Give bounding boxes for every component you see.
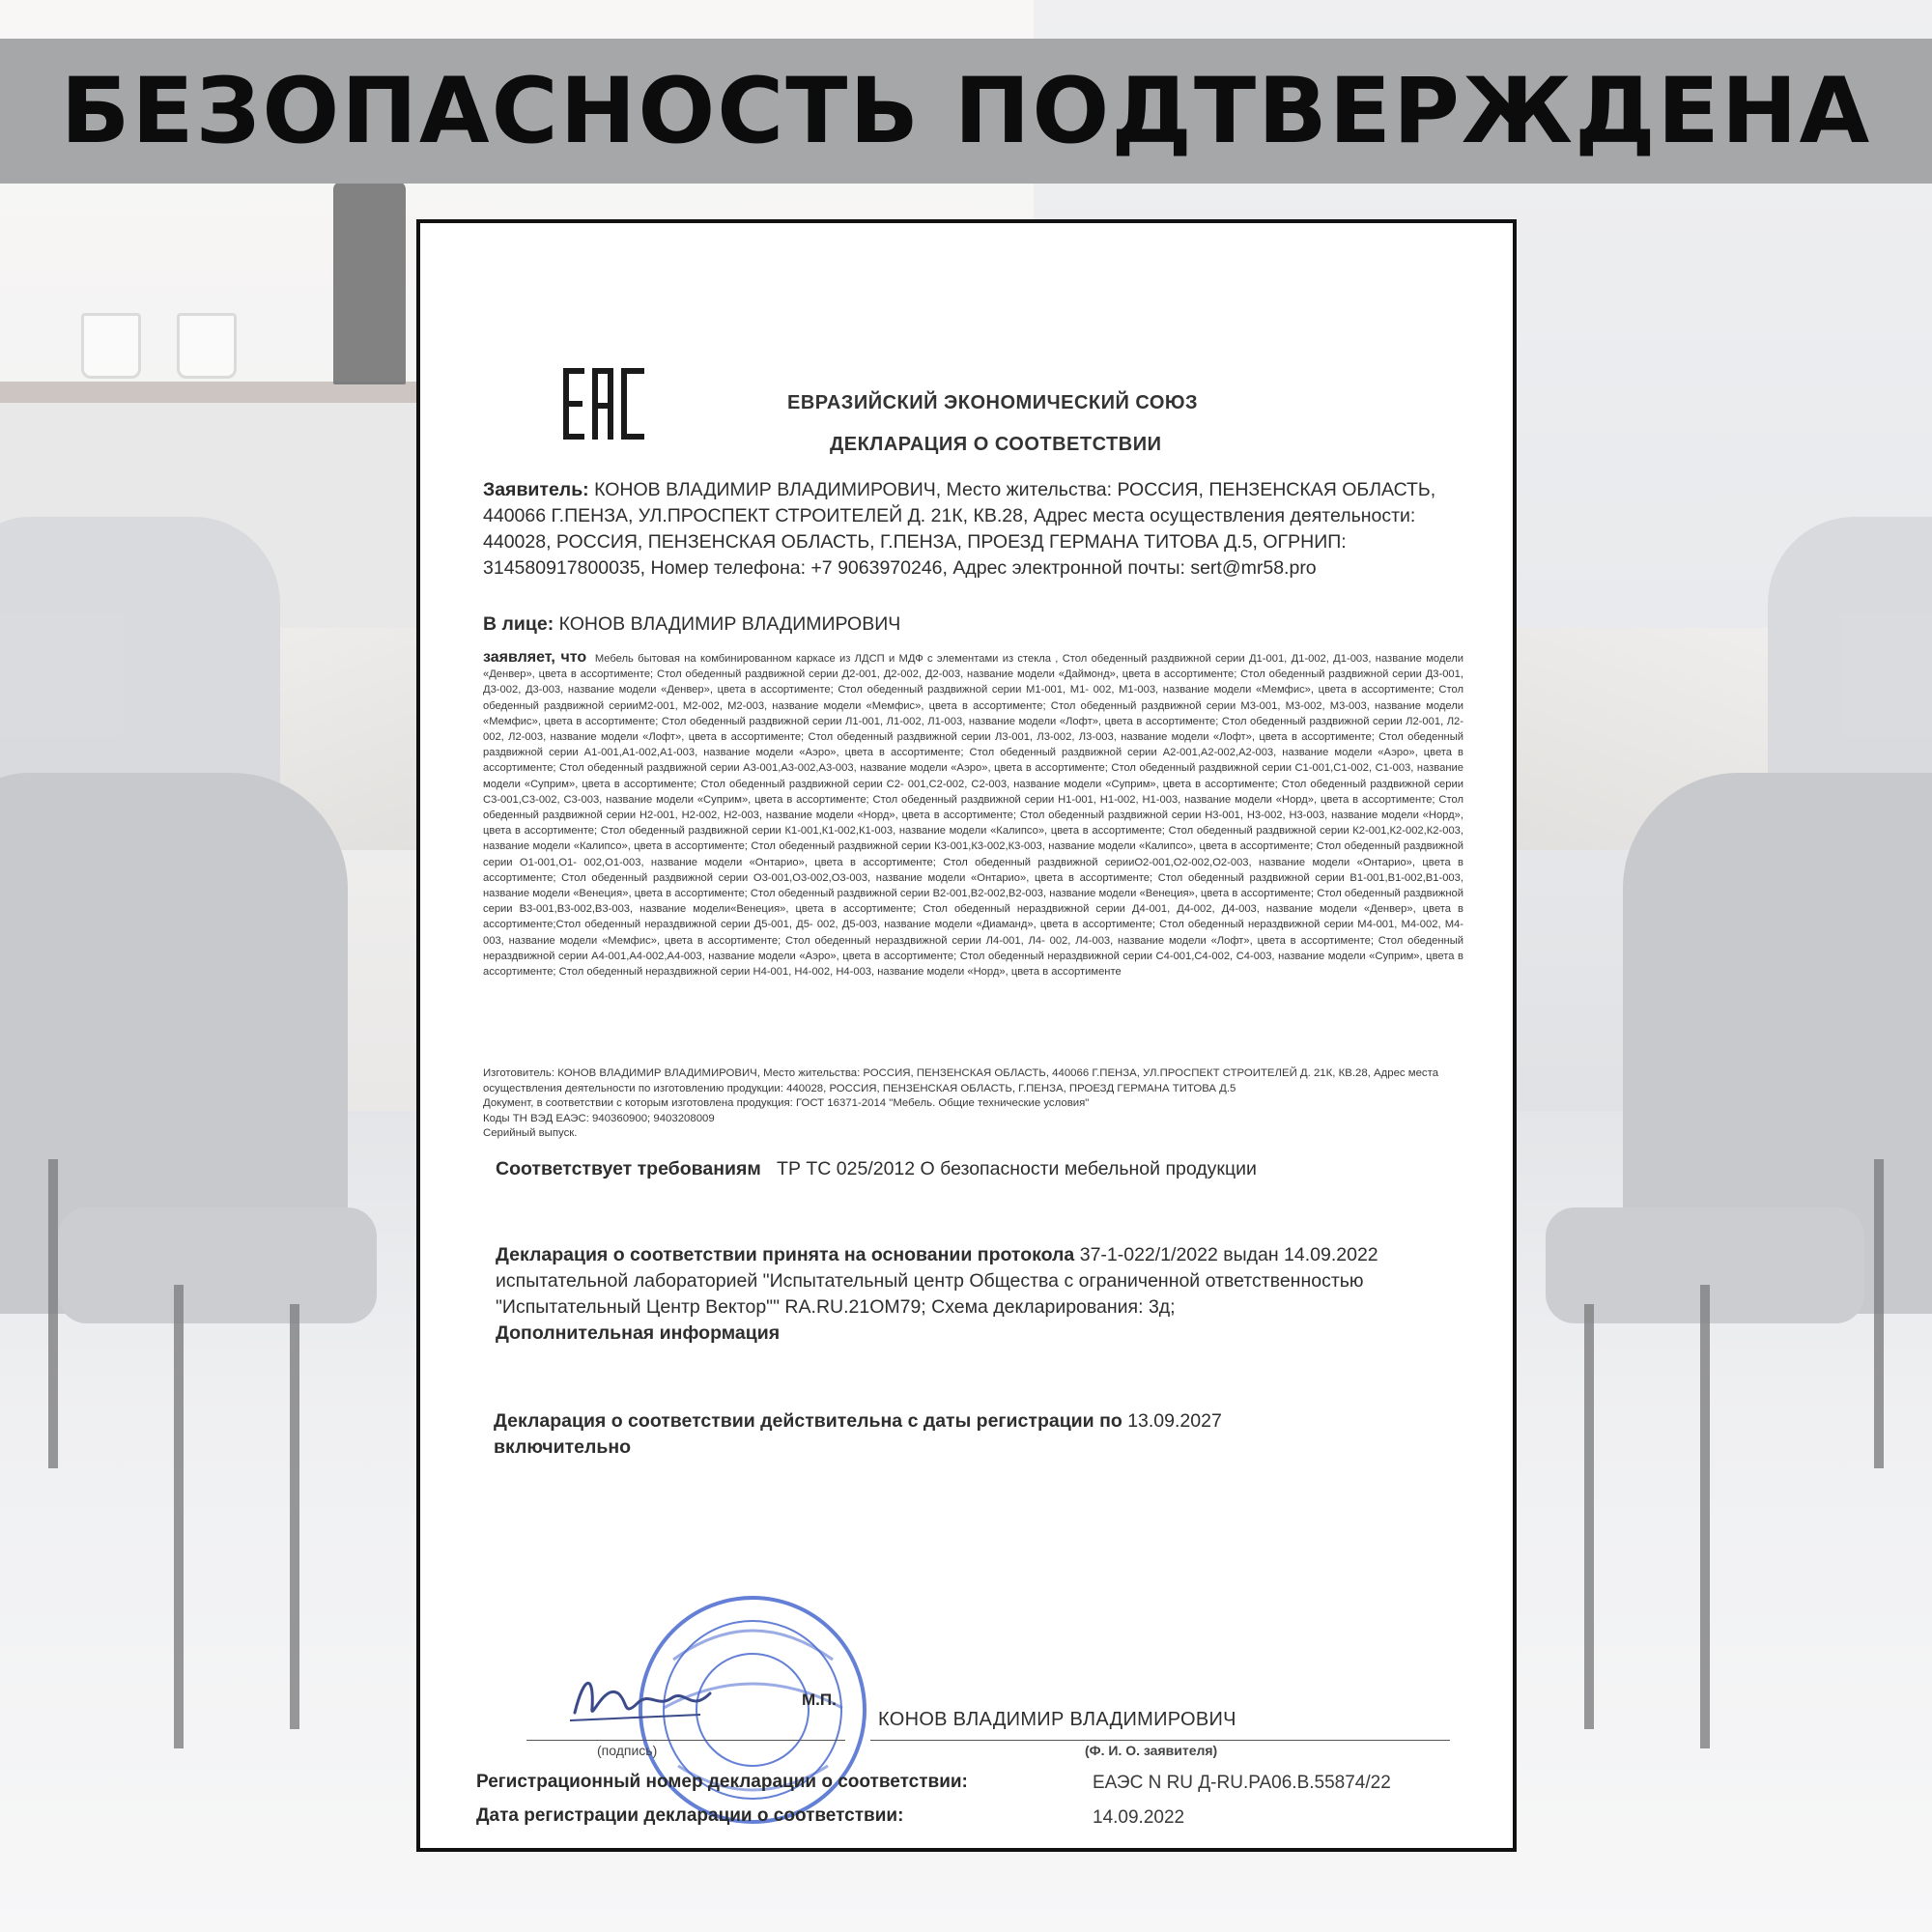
name-caption: (Ф. И. О. заявителя): [1085, 1743, 1218, 1758]
union-heading: ЕВРАЗИЙСКИЙ ЭКОНОМИЧЕСКИЙ СОЮЗ: [787, 392, 1199, 413]
serial-text: Серийный выпуск.: [483, 1127, 578, 1140]
conforms-line: [496, 1158, 1257, 1180]
conforms-text: ТР ТС 025/2012 О безопасности мебельной продукции: [777, 1158, 1257, 1179]
validity-date: 13.09.2027: [1127, 1410, 1222, 1432]
person-line: [483, 613, 900, 636]
declares-label: заявляет, что: [483, 649, 587, 666]
mp-label: М.П.: [802, 1690, 837, 1709]
applicant-name: КОНОВ ВЛАДИМИР ВЛАДИМИРОВИЧ: [878, 1709, 1236, 1730]
manufacturer-text: Изготовитель: КОНОВ ВЛАДИМИР ВЛАДИМИРОВИЧ, Место жительства: РОССИЯ, ПЕНЗЕНСКАЯ ОБЛАСТЬ, 440066 Г.ПЕНЗА, УЛ.ПРОСПЕКТ СТРОИТЕЛЕЙ Д. 21К, КВ.28, Адрес места осуществления деятельности по изготовлению продукции: 440028, РОССИЯ, ПЕНЗЕНСКАЯ ОБЛАСТЬ, Г.ПЕНЗА, ПРОЕЗД ГЕРМАНА ТИТОВА Д.5: [483, 1067, 1439, 1094]
eac-logo-icon: [561, 366, 648, 441]
protocol-label: Декларация о соответствии принята на основании протокола: [496, 1244, 1075, 1265]
validity-suffix: включительно: [494, 1436, 632, 1458]
manufacturer-block: [483, 1066, 1463, 1142]
protocol-paragraph: [496, 1242, 1442, 1321]
declaration-document: [416, 219, 1517, 1852]
handwritten-signature: [565, 1664, 720, 1732]
reg-number-value: ЕАЭС N RU Д-RU.PA06.B.55874/22: [1093, 1773, 1391, 1793]
validity-paragraph: [494, 1408, 1363, 1461]
name-line: [870, 1740, 1450, 1741]
protocol-text: 37-1-022/1/2022 выдан 14.09.2022 испытательной лабораторией "Испытательный центр Общества с ограниченной ответственностью "Испытательный Центр Вектор"" RA.RU.21ОМ79; Схема декларирования: 3д;: [496, 1244, 1378, 1318]
additional-info-label: Дополнительная информация: [496, 1322, 781, 1344]
reg-date-value: 14.09.2022: [1093, 1807, 1185, 1828]
codes-text: Коды ТН ВЭД ЕАЭС: 940360900; 9403208009: [483, 1112, 715, 1124]
validity-label: Декларация о соответствии действительна с даты регистрации по: [494, 1410, 1122, 1432]
applicant-text: КОНОВ ВЛАДИМИР ВЛАДИМИРОВИЧ, Место жительства: РОССИЯ, ПЕНЗЕНСКАЯ ОБЛАСТЬ, 440066 Г.ПЕНЗА, УЛ.ПРОСПЕКТ СТРОИТЕЛЕЙ Д. 21К, КВ.28, Адрес места осуществления деятельности: 440028, РОССИЯ, ПЕНЗЕНСКАЯ ОБЛАСТЬ, Г.ПЕНЗА, ПРОЕЗД ГЕРМАНА ТИТОВА Д.5, ОГРНИП: 314580917800035, Номер телефона: +7 9063970246, Адрес электронной почты: sert@mr58.pro: [483, 479, 1436, 579]
declares-text: Мебель бытовая на комбинированном каркасе из ЛДСП и МДФ с элементами из стекла , Стол обеденный раздвижной серии Д1-001, Д1-002, Д1-003, название модели «Денвер», цвета в ассортименте; Стол обеденный раздвижной серии Д2-001, Д2-002, Д2-003, название модели «Даймонд», цвета в ассортименте; Стол обеденный раздвижной серии Д3-001, Д3-002, Д3-003, название модели «Денвер», цвета в ассортименте; Стол обеденный раздвижной серии М1-001, М1- 002, М1-003, название модели «Мемфис», цвета в ассортименте; Стол обеденный раздвижной серииМ2-001, М2-002, М2-003, название модели «Мемфис», цвета в ассортименте; Стол обеденный раздвижной серии М3-001, М3-002, М3-003, название модели «Мемфис», цвета в ассортименте; Стол обеденный раздвижной серии Л1-001, Л1-002, Л1-003, название модели «Лофт», цвета в ассортименте; Стол обеденный раздвижной серии Л2-001, Л2-002, Л2-003, название модели «Лофт», цвета в ассортименте; Стол обеденный раздвижной серии Л3-001, Л3-002, Л3-003, название модели «Лофт», цвета в ассортименте; Стол обеденный раздвижной серии А1-001,А1-002,А1-003, название модели «Аэро», цвета в ассортименте; Стол обеденный раздвижной серии А2-001,А2-002,А2-003, название модели «Аэро», цвета в ассортименте; Стол обеденный раздвижной серии А3-001,А3-002,А3-003, название модели «Аэро», цвета в ассортименте; Стол обеденный раздвижной серии С1-001,С1-002, С1-003, название модели «Суприм», цвета в ассортименте; Стол обеденный раздвижной серии С2- 001,С2-002, С2-003, название модели «Суприм», цвета в ассортименте; Стол обеденный раздвижной серии С3-001,С3-002, С3-003, название модели «Суприм», цвета в ассортименте; Стол обеденный раздвижной серии Н1-001, Н1-002, Н1-003, название модели «Норд», цвета в ассортименте; Стол обеденный раздвижной серии Н2-001, Н2-002, Н2-003, название модели «Норд», цвета в ассортименте; Стол обеденный раздвижной серии Н3-001, Н3-002, Н3-003, название модели «Норд», цвета в ассортименте; Стол обеденный раздвижной серии К1-001,К1-002,К1-003, название модели «Калипсо», цвета в ассортименте; Стол обеденный раздвижной серии К2-001,К2-002,К2-003, название модели «Калипсо», цвета в ассортименте; Стол обеденный раздвижной серии К3-001,К3-002,К3-003, название модели «Калипсо», цвета в ассортименте; Стол обеденный раздвижной серии О1-001,О1- 002,О1-003, название модели «Онтарио», цвета в ассортименте; Стол обеденный раздвижной серииО2-001,О2-002,О2-003, название модели «Онтарио», цвета в ассортименте; Стол обеденный раздвижной серии О3-001,О3-002,О3-003, название модели «Онтарио», цвета в ассортименте; Стол обеденный раздвижной серии В1-001,В1-002,В1-003, название модели «Венеция», цвета в ассортименте; Стол обеденный раздвижной серии В2-001,В2-002,В2-003, название модели «Венеция», цвета в ассортименте; Стол обеденный раздвижной серии В3-001,В3-002,В3-003, название модели«Венеция», цвета в ассортименте; Стол обеденный нераздвижной серии Д4-001, Д4-002, Д4-003, название модели «Денвер», цвета в ассортименте;Стол обеденный нераздвижной серии Д5-001, Д5- 002, Д5-003, название модели «Диаманд», цвета в ассортименте; Стол обеденный нераздвижной серии М4-001, М4-002, М4-003, название модели «Мемфис», цвета в ассортименте; Стол обеденный нераздвижной серии Л4-001, Л4- 002, Л4-003, название модели «Лофт», цвета в ассортименте; Стол обеденный нераздвижной серии А4-001,А4-002,А4-003, название модели «Аэро», цвета в ассортименте; Стол обеденный нераздвижной серии С4-001,С4-002, С4-003, название модели «Суприм», цвета в ассортименте; Стол обеденный нераздвижной серии Н4-001, Н4-002, Н4-003, название модели «Норд», цвета в ассортименте: [483, 653, 1464, 979]
reg-date-label: Дата регистрации декларации о соответствии:: [476, 1805, 904, 1826]
conforms-label: Соответствует требованиям: [496, 1158, 761, 1179]
signature-caption: (подпись): [597, 1743, 658, 1758]
person-text: КОНОВ ВЛАДИМИР ВЛАДИМИРОВИЧ: [558, 613, 901, 635]
banner-title: БЕЗОПАСНОСТЬ ПОДТВЕРЖДЕНА: [60, 58, 1872, 164]
signature-line: [526, 1740, 845, 1741]
title-banner: [0, 39, 1932, 184]
applicant-label: Заявитель:: [483, 479, 589, 500]
person-label: В лице:: [483, 613, 554, 635]
declaration-heading: ДЕКЛАРАЦИЯ О СООТВЕТСТВИИ: [830, 434, 1162, 455]
reg-number-label: Регистрационный номер декларации о соответствии:: [476, 1772, 968, 1792]
applicant-paragraph: [483, 477, 1459, 582]
declares-paragraph: [483, 650, 1463, 980]
standard-text: Документ, в соответствии с которым изготовлена продукция: ГОСТ 16371-2014 "Мебель. Общие технические условия": [483, 1097, 1090, 1110]
